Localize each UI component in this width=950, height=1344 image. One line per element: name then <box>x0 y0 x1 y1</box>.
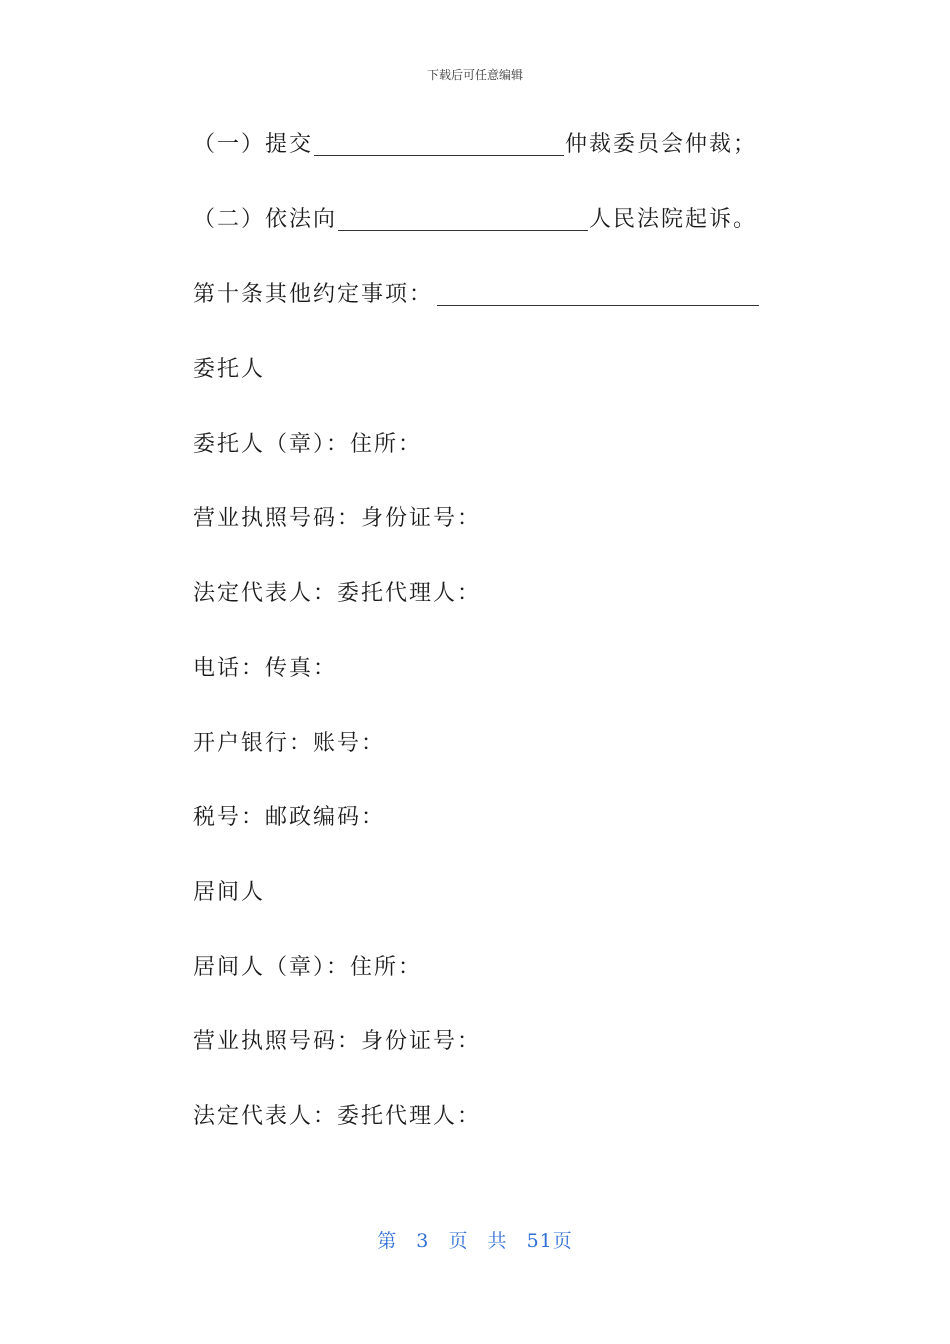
footer-suffix: 页 <box>552 1230 573 1252</box>
client-seal-address: 委托人（章）：住所： <box>193 432 423 457</box>
client-phone-fax: 电话：传真： <box>193 656 338 681</box>
client-tax-postcode: 税号：邮政编码： <box>193 805 386 830</box>
intermediary-seal-address: 居间人（章）：住所： <box>193 955 423 980</box>
fill-blank[interactable] <box>314 133 564 156</box>
line-text: （一）提交 <box>193 132 314 157</box>
line-text: （二）依法向 <box>193 207 338 232</box>
client-license-id: 营业执照号码：身份证号： <box>193 506 482 531</box>
intermediary-representative: 法定代表人：委托代理人： <box>193 1104 482 1129</box>
current-page-number: 3 <box>416 1230 430 1252</box>
court-option-line <box>193 205 757 235</box>
fill-blank[interactable] <box>437 283 759 306</box>
footer-total-prefix: 共 <box>487 1230 508 1252</box>
page-header: 下载后可任意编辑 <box>426 68 523 82</box>
line-text: 第十条其他约定事项： <box>193 282 434 307</box>
client-bank-account: 开户银行：账号： <box>193 731 386 756</box>
client-representative: 法定代表人：委托代理人： <box>193 581 482 606</box>
page-footer <box>0 1226 950 1253</box>
section-heading-client: 委托人 <box>193 357 266 382</box>
arbitration-option-line <box>193 130 757 160</box>
line-text: 人民法院起诉。 <box>589 207 758 232</box>
section-heading-intermediary: 居间人 <box>193 880 266 905</box>
line-text: 仲裁委员会仲裁； <box>565 132 758 157</box>
intermediary-license-id: 营业执照号码：身份证号： <box>193 1029 482 1054</box>
footer-mid: 页 <box>448 1230 469 1252</box>
footer-prefix: 第 <box>377 1230 398 1252</box>
total-pages-number: 51 <box>526 1230 553 1252</box>
fill-blank[interactable] <box>338 208 588 231</box>
other-terms-line <box>193 280 760 310</box>
